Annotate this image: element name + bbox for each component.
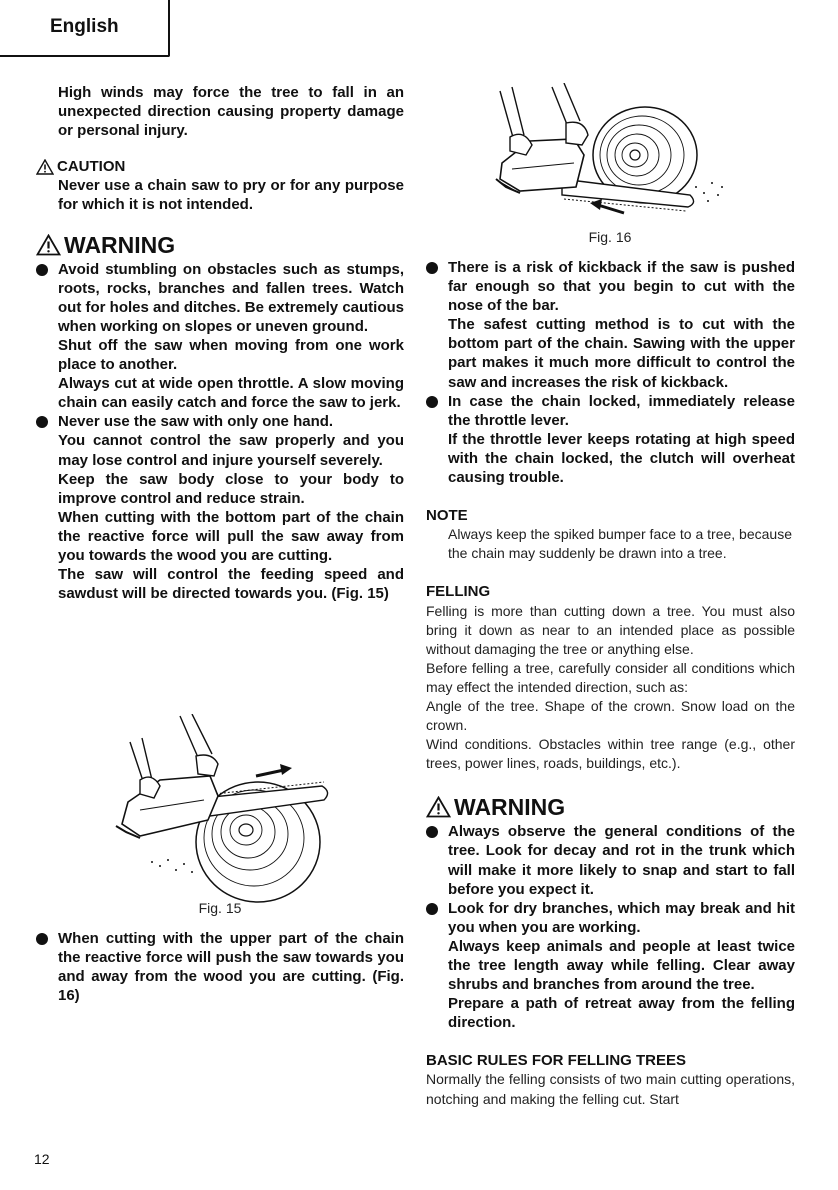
bullet-text: If the throttle lever keeps rotating at high speed with the chain locked, the clutch will overheat causing trouble.	[448, 430, 795, 487]
bullet-text: Always cut at wide open throttle. A slow moving chain can easily catch and force the saw to jerk.	[58, 375, 404, 412]
bullet-item	[426, 899, 795, 1033]
basic-rules-heading: BASIC RULES FOR FELLING TREES	[426, 1052, 687, 1070]
intro-text: High winds may force the tree to fall in an unexpected direction causing property damage or personal injury.	[58, 84, 404, 140]
bullet-text: Always observe the general conditions of the tree. Look for decay and rot in the trunk which will make it more likely to snap and start to fall before you expect it.	[448, 823, 795, 898]
felling-heading: FELLING	[426, 583, 491, 601]
bullet-item	[426, 258, 795, 392]
felling-line: Angle of the tree. Shape of the crown. Snow load on the crown.	[426, 697, 795, 734]
chainsaw-illustration-fig15	[100, 714, 340, 904]
bullet-text: Keep the saw body close to your body to improve control and reduce strain.	[58, 470, 404, 507]
caution-heading	[36, 157, 404, 176]
bullet-item	[36, 929, 404, 1005]
left-bottom-bullet	[36, 929, 404, 1005]
caution-text: Never use a chain saw to pry or for any purpose for which it is not intended.	[58, 177, 404, 214]
felling-line: Felling is more than cutting down a tree. You must also bring it down as near to an intended place as possible without damaging the tree or anything else.	[426, 602, 795, 657]
bullet-text: Avoid stumbling on obstacles such as stumps, roots, rocks, branches and fallen trees. Watch out for holes and ditches. Be extremely cautious when working on slopes or uneven ground.	[58, 260, 404, 335]
bullet-text: Always keep animals and people at least twice the tree length away while felling. Clear away shrubs and branches from around the tree.	[448, 937, 795, 994]
bullet-item	[426, 822, 795, 898]
bullet-icon	[36, 416, 48, 428]
bullet-icon	[426, 262, 438, 274]
figure-15	[100, 714, 340, 934]
bullet-text: Shut off the saw when moving from one work place to another.	[58, 336, 404, 374]
chainsaw-illustration-fig16	[490, 83, 730, 228]
bullet-item	[36, 260, 404, 413]
caution-title: CAUTION	[57, 158, 126, 176]
felling-line: Wind conditions. Obstacles within tree range (e.g., other trees, power lines, roads, buildings, etc.).	[426, 736, 795, 772]
bullet-text: There is a risk of kickback if the saw is pushed far enough so that you begin to cut with the nose of the bar.	[448, 259, 795, 315]
language-tab	[0, 0, 170, 57]
bullet-icon	[426, 396, 438, 408]
note-heading: NOTE	[426, 507, 468, 525]
bullet-text: When cutting with the upper part of the chain the reactive force will push the saw towards you and away from the wood you are cutting. (Fig. 16)	[58, 930, 404, 1005]
bullet-icon	[36, 264, 48, 276]
bullet-icon	[36, 933, 48, 945]
warning-triangle-icon	[36, 234, 61, 256]
warning-triangle-icon	[426, 796, 451, 818]
basic-rules-text: Normally the felling consists of two main cutting operations, notching and making the felling cut. Start	[426, 1071, 795, 1107]
warning-title: WARNING	[454, 794, 566, 821]
warning-title: WARNING	[64, 231, 176, 258]
note-text: Always keep the spiked bumper face to a tree, because the chain may suddenly be drawn into a tree.	[448, 526, 792, 562]
left-column	[36, 83, 404, 603]
felling-line: Before felling a tree, carefully consider all conditions which may effect the intended direction, such as:	[426, 659, 795, 695]
bullet-icon	[426, 826, 438, 838]
figure-16-caption: Fig. 16	[588, 229, 632, 245]
bullet-text: When cutting with the bottom part of the chain the reactive force will pull the saw away from you towards the wood you are cutting.	[58, 508, 404, 564]
bullet-text: Prepare a path of retreat away from the felling direction.	[448, 995, 795, 1032]
right-column	[426, 258, 795, 1109]
bullet-item	[426, 392, 795, 487]
bullet-text: Look for dry branches, which may break and hit you when you are working.	[448, 899, 795, 936]
figure-16	[490, 83, 730, 253]
bullet-icon	[426, 903, 438, 915]
figure-15-caption: Fig. 15	[198, 900, 242, 916]
bullet-text: Never use the saw with only one hand.	[58, 413, 334, 431]
page-number: 12	[34, 1151, 50, 1167]
bullet-text: In case the chain locked, immediately release the throttle lever.	[448, 392, 795, 429]
bullet-item	[36, 412, 404, 603]
warning-heading	[426, 794, 795, 820]
bullet-text: The saw will control the feeding speed and sawdust will be directed towards you. (Fig. 15)	[58, 566, 404, 603]
felling-paragraph	[426, 602, 795, 774]
warning-triangle-icon	[36, 159, 54, 175]
bullet-text: You cannot control the saw properly and you may lose control and injure yourself severely.	[58, 432, 404, 469]
warning-heading	[36, 232, 404, 258]
bullet-text: The safest cutting method is to cut with the bottom part of the chain. Sawing with the upper part makes it much more difficult to control the saw and increases the risk of kickback.	[448, 316, 795, 391]
language-label: English	[50, 16, 119, 37]
